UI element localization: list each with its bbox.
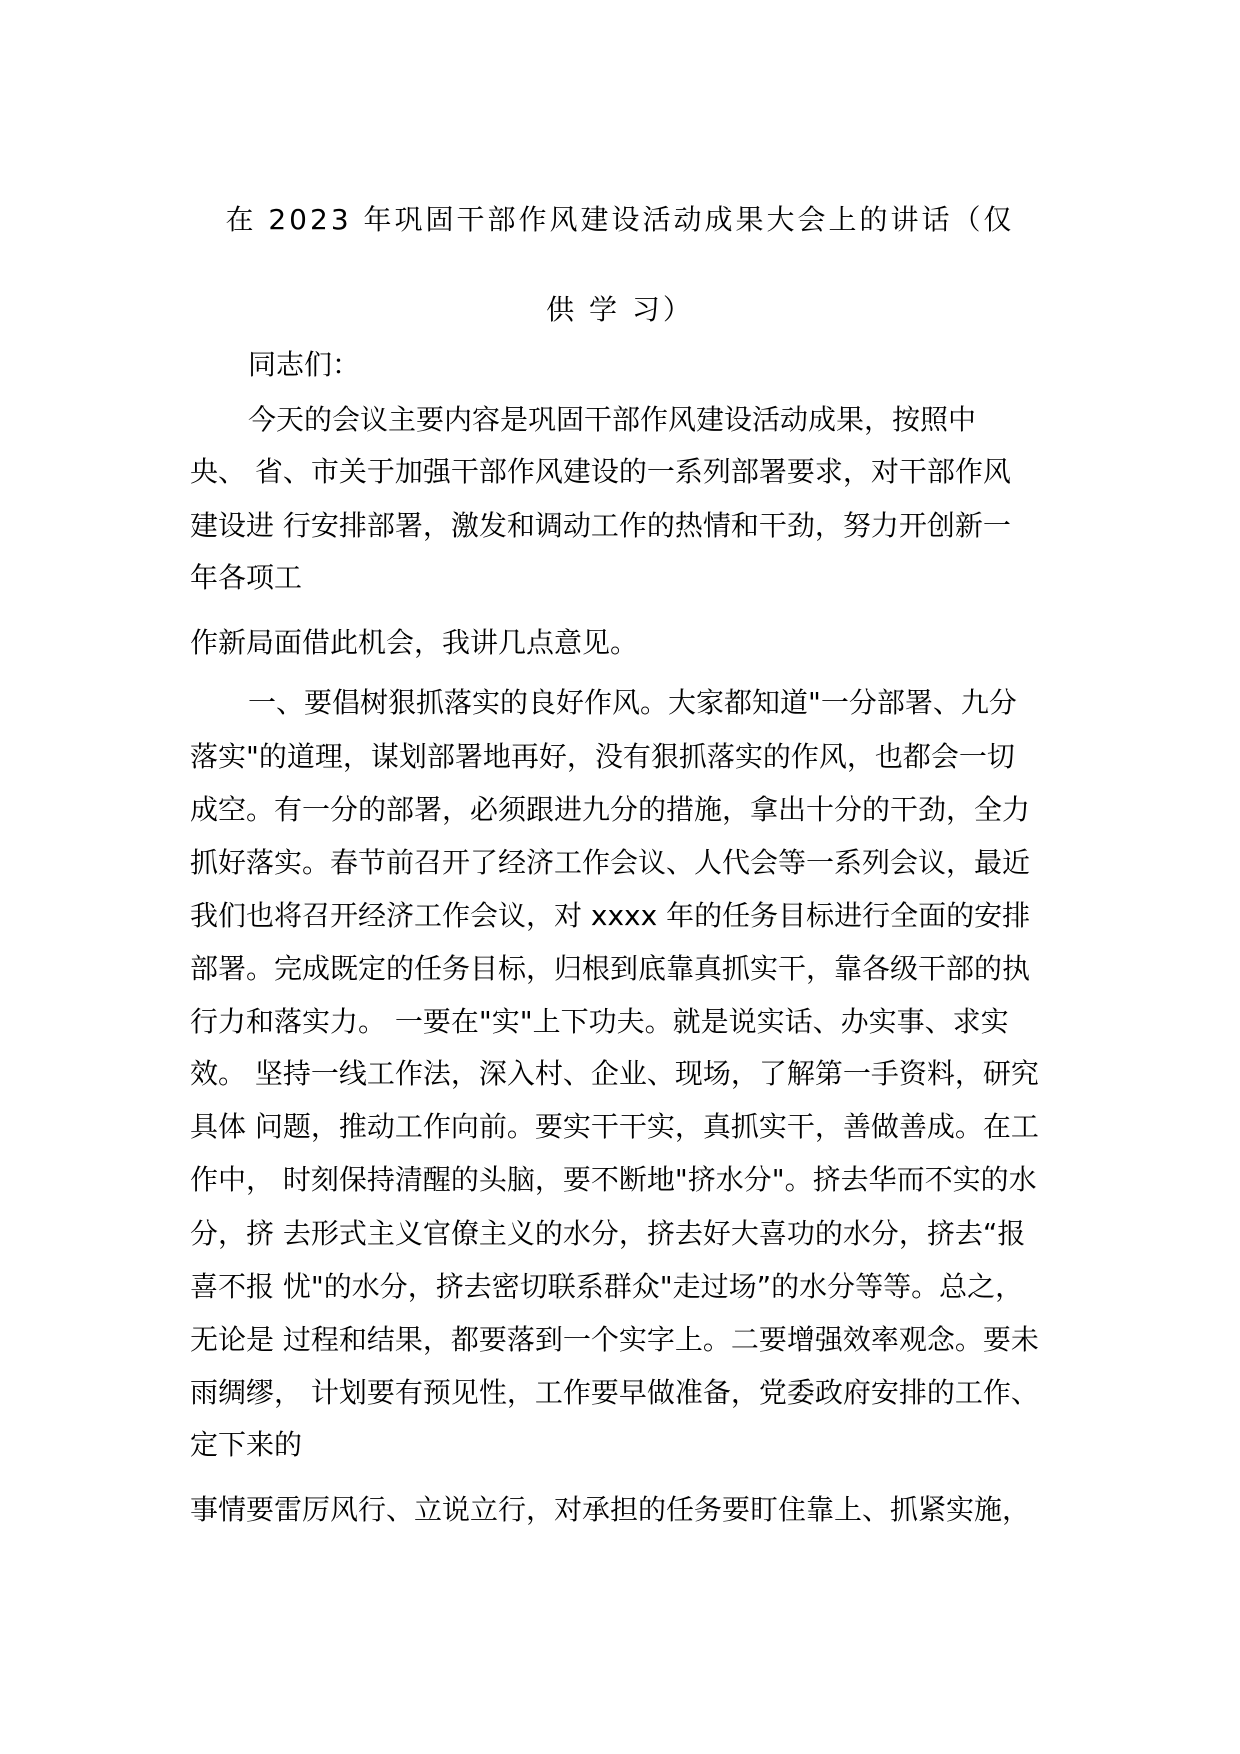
document-title-line-2: 供 学 习） — [546, 293, 694, 326]
body-line: 作中， 时刻保持清醒的头脑，要不断地"挤水分"。挤去华而不实的水 — [190, 1163, 1037, 1196]
body-line: 今天的会议主要内容是巩固干部作风建设活动成果，按照中 — [248, 403, 977, 436]
body-line: 雨绸缪， 计划要有预见性，工作要早做准备，党委政府安排的工作、 — [190, 1376, 1039, 1409]
body-line: 建设进 行安排部署，激发和调动工作的热情和干劲，努力开创新一 — [190, 509, 1011, 542]
body-line: 效。 坚持一线工作法，深入村、企业、现场，了解第一手资料，研究 — [190, 1057, 1039, 1090]
body-line: 喜不报 忧"的水分，挤去密切联系群众"走过场”的水分等等。总之， — [190, 1270, 1024, 1303]
body-line: 一、要倡树狠抓落实的良好作风。大家都知道"一分部署、九分 — [248, 686, 1017, 719]
body-line: 落实"的道理，谋划部署地再好，没有狠抓落实的作风，也都会一切 — [190, 740, 1015, 773]
body-line: 行力和落实力。 一要在"实"上下功夫。就是说实话、办实事、求实 — [190, 1005, 1009, 1038]
salutation: 同志们： — [248, 348, 361, 381]
body-line: 我们也将召开经济工作会议，对 xxxx 年的任务目标进行全面的安排 — [190, 899, 1031, 932]
body-line: 分，挤 去形式主义官僚主义的水分，挤去好大喜功的水分，挤去“报 — [190, 1217, 1026, 1250]
body-line: 事情要雷厉风行、立说立行，对承担的任务要盯住靠上、抓紧实施， — [190, 1493, 1031, 1526]
body-line: 作新局面借此机会，我讲几点意见。 — [190, 626, 639, 659]
body-line: 无论是 过程和结果，都要落到一个实字上。二要增强效率观念。要未 — [190, 1323, 1039, 1356]
body-line: 定下来的 — [190, 1428, 303, 1461]
body-line: 部署。完成既定的任务目标，归根到底靠真抓实干，靠各级干部的执 — [190, 952, 1031, 985]
body-line: 抓好落实。春节前召开了经济工作会议、人代会等一系列会议，最近 — [190, 846, 1031, 879]
document-title-line-1: 在 2023 年巩固干部作风建设活动成果大会上的讲话（仅 — [225, 203, 1015, 236]
body-line: 年各项工 — [190, 561, 303, 594]
body-line: 央、 省、市关于加强干部作风建设的一系列部署要求，对干部作风 — [190, 455, 1011, 488]
body-line: 具体 问题，推动工作向前。要实干干实，真抓实干，善做善成。在工 — [190, 1110, 1039, 1143]
body-line: 成空。有一分的部署，必须跟进九分的措施，拿出十分的干劲，全力 — [190, 793, 1031, 826]
